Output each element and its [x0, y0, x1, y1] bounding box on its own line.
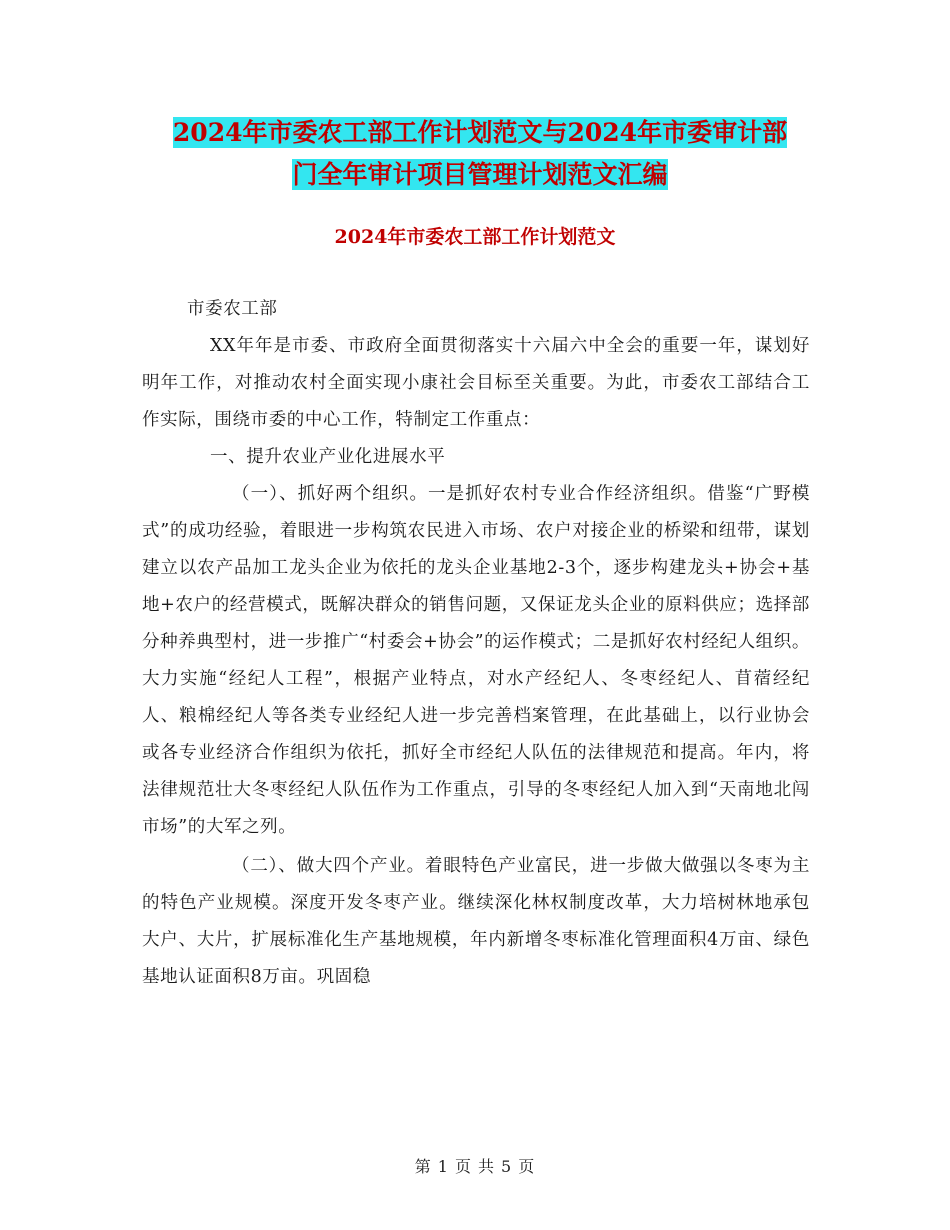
department-name: 市委农工部: [187, 299, 278, 319]
footer-total-pages: 5: [501, 1157, 513, 1176]
page-footer: [0, 1154, 950, 1177]
section-title: 2024年市委农工部工作计划范文: [334, 226, 616, 248]
document-body: [142, 291, 810, 996]
document-title: [140, 112, 820, 196]
footer-page-number: 1: [437, 1157, 449, 1176]
title-line-1: 2024年市委农工部工作计划范文与2024年市委审计部: [172, 118, 788, 147]
paragraph-intro: XX年年是市委、市政府全面贯彻落实十六届六中全会的重要一年，谋划好明年工作，对推动农村全面实现小康社会目标至关重要。为此，市委农工部结合工作实际，围绕市委的中心工作，特制定工作重点：: [142, 336, 810, 430]
heading-one: 一、提升农业产业化进展水平: [210, 447, 446, 467]
footer-total-prefix: 共: [478, 1157, 496, 1176]
footer-page-word: 页: [454, 1157, 472, 1176]
title-line-2: 门全年审计项目管理计划范文汇编: [292, 160, 668, 189]
paragraph-organizations: （一）、抓好两个组织。一是抓好农村专业合作经济组织。借鉴“广野模式”的成功经验，着眼进一步构筑农民进入市场、农户对接企业的桥梁和纽带，谋划建立以农产品加工龙头企业为依托的龙头企业基地2-3个，逐步构建龙头+协会+基地+农户的经营模式，既解决群众的销售问题，又保证龙头企业的原料供应；选择部分种养典型村，进一步推广“村委会+协会”的运作模式；二是抓好农村经纪人组织。大力实施“经纪人工程”，根据产业特点，对水产经纪人、冬枣经纪人、苜蓿经纪人、粮棉经纪人等各类专业经纪人进一步完善档案管理，在此基础上，以行业协会或各专业经济合作组织为依托，抓好全市经纪人队伍的法律规范和提高。年内，将法律规范壮大冬枣经纪人队伍作为工作重点，引导的冬枣经纪人加入到“天南地北闯市场”的大军之列。: [142, 484, 810, 837]
paragraph-industries: （二）、做大四个产业。着眼特色产业富民，进一步做大做强以冬枣为主的特色产业规模。深度开发冬枣产业。继续深化林权制度改革，大力培树林地承包大户、大片，扩展标准化生产基地规模，年内新增冬枣标准化管理面积4万亩、绿色基地认证面积8万亩。巩固稳: [142, 856, 810, 987]
footer-prefix: 第: [414, 1157, 432, 1176]
footer-suffix: 页: [518, 1157, 536, 1176]
